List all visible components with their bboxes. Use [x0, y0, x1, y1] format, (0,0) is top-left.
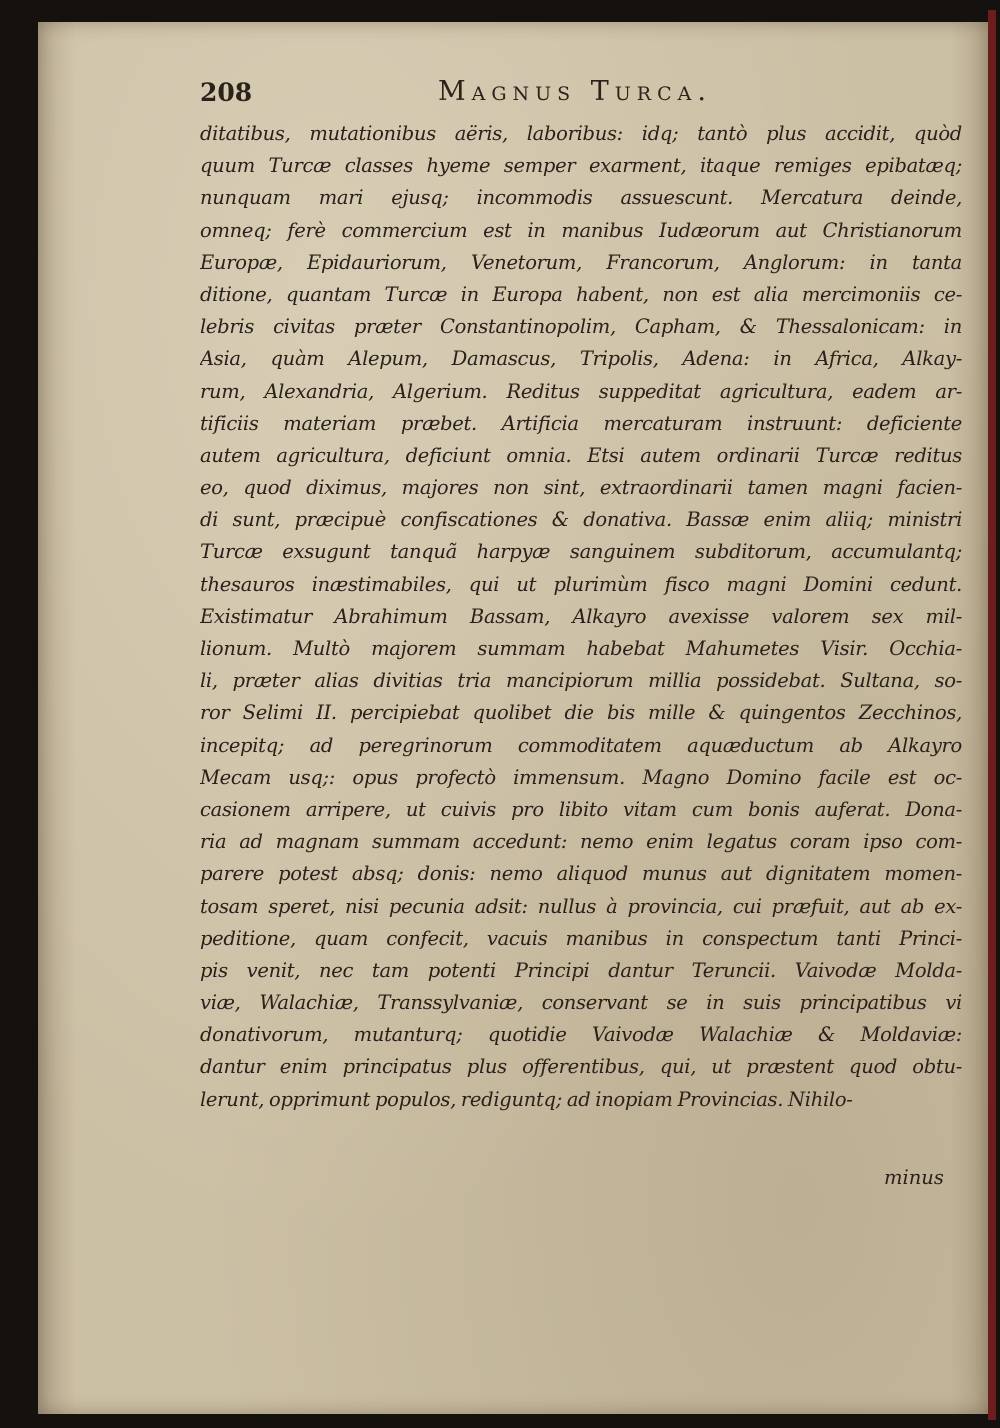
text-line: Europæ, Epidauriorum, Venetorum, Francorum, Anglorum: in tanta [200, 250, 962, 274]
text-line: quum Turcæ classes hyeme semper exarment, itaque remiges epibatæq; [200, 154, 962, 178]
text-line: viæ, Walachiæ, Transsylvaniæ, conservant se in suis principatibus vi [200, 991, 962, 1015]
catchword: minus [884, 1166, 944, 1189]
text-line: Mecam usq;: opus profectò immensum. Magno Domino facile est oc- [200, 765, 962, 789]
text-line: tificiis materiam præbet. Artificia mercaturam instruunt: deficiente [200, 411, 962, 435]
text-line: lionum. Multò majorem summam habebat Mahumetes Visir. Occhia- [200, 637, 962, 660]
text-block [200, 118, 962, 1116]
page-number: 208 [200, 78, 253, 107]
text-line: ror Selimi II. percipiebat quolibet die bis mille & quingentos Zecchinos, [200, 701, 962, 725]
text-line: omneq; ferè commercium est in manibus Iudæorum aut Christianorum [200, 218, 962, 242]
text-line: dantur enim principatus plus offerentibus, qui, ut præstent quod obtu- [200, 1055, 962, 1079]
text-line: nunquam mari ejusq; incommodis assuescunt. Mercatura deinde, [200, 186, 962, 210]
text-line: lebris civitas præter Constantinopolim, Capham, & Thessalonicam: in [200, 315, 962, 339]
page-title: Magnus Turca. [438, 76, 712, 107]
text-line: di sunt, præcipuè confiscationes & donativa. Bassæ enim aliiq; ministri [200, 508, 962, 532]
text-line: peditione, quam confecit, vacuis manibus in conspectum tanti Princi- [200, 926, 962, 950]
text-line: li, præter alias divitias tria mancipiorum millia possidebat. Sultana, so- [200, 669, 962, 693]
text-line: Asia, quàm Alepum, Damascus, Tripolis, Adena: in Africa, Alkay- [200, 347, 962, 371]
text-line: casionem arripere, ut cuivis pro libito vitam cum bonis auferat. Dona- [200, 797, 962, 821]
binding-edge [988, 10, 996, 1420]
text-line: lerunt, opprimunt populos, rediguntq; ad inopiam Provincias. Nihilo- [200, 1087, 853, 1111]
text-line: pis venit, nec tam potenti Principi dantur Teruncii. Vaivodæ Molda- [200, 958, 962, 982]
text-line: Turcæ exsugunt tanquã harpyæ sanguinem subditorum, accumulantq; [200, 540, 962, 564]
text-line: eo, quod diximus, majores non sint, extraordinarii tamen magni facien- [200, 476, 962, 500]
text-line: rum, Alexandria, Algerium. Reditus suppeditat agricultura, eadem ar- [200, 379, 962, 403]
text-line: ditatibus, mutationibus aëris, laboribus: idq; tantò plus accidit, quòd [200, 122, 962, 145]
text-line: thesauros inæstimabiles, qui ut plurimùm fisco magni Domini cedunt. [200, 572, 962, 596]
text-line: tosam speret, nisi pecunia adsit: nullus à provincia, cui præfuit, aut ab ex- [200, 894, 962, 918]
text-line: ditione, quantam Turcæ in Europa habent, non est alia mercimoniis ce- [200, 282, 962, 306]
text-line: parere potest absq; donis: nemo aliquod munus aut dignitatem momen- [200, 862, 962, 886]
text-line: incepitq; ad peregrinorum commoditatem aquæductum ab Alkayro [200, 733, 962, 757]
text-line: Existimatur Abrahimum Bassam, Alkayro avexisse valorem sex mil- [200, 604, 962, 628]
text-line: donativorum, mutanturq; quotidie Vaivodæ Walachiæ & Moldaviæ: [200, 1023, 962, 1047]
text-line: ria ad magnam summam accedunt: nemo enim legatus coram ipso com- [200, 830, 962, 854]
running-head [200, 74, 960, 114]
text-line: autem agricultura, deficiunt omnia. Etsi autem ordinarii Turcæ reditus [200, 443, 962, 467]
